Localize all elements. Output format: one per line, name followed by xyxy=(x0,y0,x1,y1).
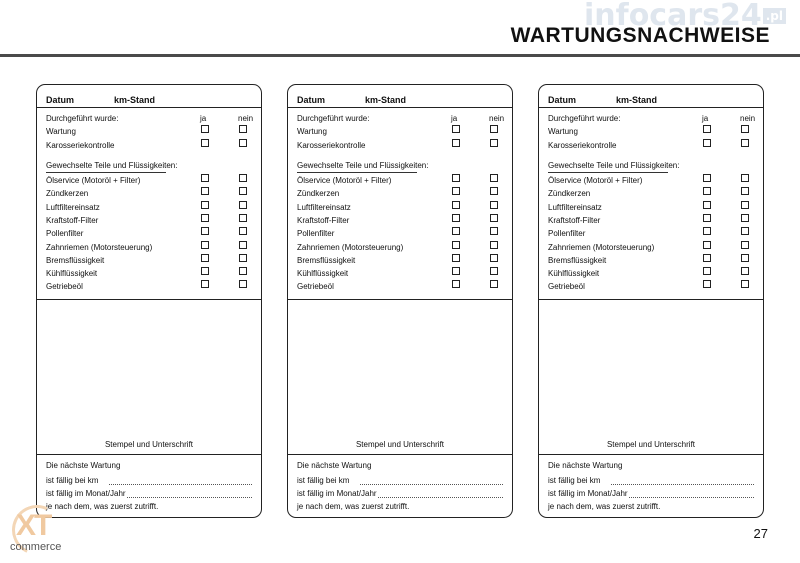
nein-label: nein xyxy=(238,114,254,123)
performed-label: Durchgeführt wurde: xyxy=(548,114,621,123)
check-row xyxy=(297,227,503,240)
stamp-area xyxy=(288,299,512,455)
check-row-label: Zahnriemen (Motorsteuerung) xyxy=(297,242,404,252)
nein-checkbox[interactable] xyxy=(741,201,749,209)
nein-checkbox[interactable] xyxy=(490,174,498,182)
check-row-label: Getriebeöl xyxy=(46,282,83,292)
check-row xyxy=(297,267,503,280)
card-header xyxy=(539,85,763,108)
check-row xyxy=(297,214,503,227)
whichever-first-note: je nach dem, was zuerst zutrifft. xyxy=(46,502,159,511)
check-row xyxy=(46,125,252,138)
check-row xyxy=(46,227,252,240)
ja-checkbox[interactable] xyxy=(703,139,711,147)
due-km-label: ist fällig bei km xyxy=(297,476,350,485)
check-row-label: Karosseriekontrolle xyxy=(548,141,617,150)
due-month-label: ist fällig im Monat/Jahr xyxy=(297,489,377,498)
nein-checkbox[interactable] xyxy=(239,241,247,249)
check-row-label: Zündkerzen xyxy=(297,189,340,199)
title-rule xyxy=(0,54,800,57)
ja-checkbox[interactable] xyxy=(201,254,209,262)
parts-header xyxy=(548,159,754,172)
nein-checkbox[interactable] xyxy=(239,267,247,275)
ja-checkbox[interactable] xyxy=(452,214,460,222)
maintenance-card xyxy=(287,84,513,518)
check-row xyxy=(297,139,503,152)
parts-header xyxy=(46,159,252,172)
check-row-label: Wartung xyxy=(297,127,327,136)
ja-checkbox[interactable] xyxy=(703,280,711,288)
check-row-label: Luftfiltereinsatz xyxy=(548,202,602,212)
check-row-label: Kühlflüssigkeit xyxy=(548,269,600,279)
nein-checkbox[interactable] xyxy=(239,125,247,133)
nein-checkbox[interactable] xyxy=(741,254,749,262)
due-month-label: ist fällig im Monat/Jahr xyxy=(46,489,126,498)
nein-checkbox[interactable] xyxy=(490,187,498,195)
check-row-label: Bremsflüssigkeit xyxy=(46,255,105,265)
nein-checkbox[interactable] xyxy=(239,187,247,195)
performed-row xyxy=(297,112,503,125)
check-row-label: Kraftstoff-Filter xyxy=(548,215,601,225)
next-service-title: Die nächste Wartung xyxy=(46,461,121,470)
ja-checkbox[interactable] xyxy=(201,241,209,249)
ja-checkbox[interactable] xyxy=(201,187,209,195)
check-row-label: Getriebeöl xyxy=(297,282,334,292)
datum-label: Datum xyxy=(46,95,75,105)
check-row-label: Bremsflüssigkeit xyxy=(297,255,356,265)
ja-checkbox[interactable] xyxy=(452,174,460,182)
km-stand-label: km-Stand xyxy=(616,95,658,105)
ja-checkbox[interactable] xyxy=(703,254,711,262)
ja-checkbox[interactable] xyxy=(201,125,209,133)
performed-label: Durchgeführt wurde: xyxy=(297,114,370,123)
check-row xyxy=(46,201,252,214)
stamp-label: Stempel und Unterschrift xyxy=(355,440,445,449)
check-row xyxy=(297,187,503,200)
ja-checkbox[interactable] xyxy=(703,174,711,182)
nein-checkbox[interactable] xyxy=(239,254,247,262)
ja-checkbox[interactable] xyxy=(452,280,460,288)
check-row-label: Kraftstoff-Filter xyxy=(46,215,99,225)
check-row-label: Pollenfilter xyxy=(297,229,335,239)
stamp-label: Stempel und Unterschrift xyxy=(104,440,194,449)
check-row xyxy=(46,254,252,267)
check-row xyxy=(46,241,252,254)
next-service-title: Die nächste Wartung xyxy=(548,461,623,470)
ja-checkbox[interactable] xyxy=(452,187,460,195)
check-row xyxy=(297,241,503,254)
due-km-field[interactable] xyxy=(360,484,503,485)
km-stand-label: km-Stand xyxy=(114,95,156,105)
check-row-label: Ölservice (Motoröl + Filter) xyxy=(46,176,141,185)
check-row xyxy=(297,280,503,293)
check-row-label: Luftfiltereinsatz xyxy=(297,202,351,212)
nein-checkbox[interactable] xyxy=(741,227,749,235)
maintenance-card xyxy=(538,84,764,518)
datum-label: Datum xyxy=(548,95,577,105)
logo-mark: XT xyxy=(16,509,51,542)
nein-checkbox[interactable] xyxy=(490,267,498,275)
parts-header xyxy=(297,159,503,172)
ja-checkbox[interactable] xyxy=(201,267,209,275)
check-row xyxy=(46,267,252,280)
performed-label: Durchgeführt wurde: xyxy=(46,114,119,123)
check-row xyxy=(297,174,503,187)
ja-checkbox[interactable] xyxy=(201,280,209,288)
nein-checkbox[interactable] xyxy=(490,201,498,209)
nein-checkbox[interactable] xyxy=(490,280,498,288)
nein-checkbox[interactable] xyxy=(239,201,247,209)
maintenance-card xyxy=(36,84,262,518)
due-km-label: ist fällig bei km xyxy=(46,476,99,485)
next-service-title: Die nächste Wartung xyxy=(297,461,372,470)
check-row xyxy=(548,227,754,240)
km-stand-label: km-Stand xyxy=(365,95,407,105)
check-row xyxy=(297,125,503,138)
watermark: infocars24 .pl xyxy=(584,0,786,33)
due-km-field[interactable] xyxy=(611,484,754,485)
card-header xyxy=(288,85,512,108)
ja-checkbox[interactable] xyxy=(703,214,711,222)
check-row-label: Karosseriekontrolle xyxy=(297,141,366,150)
check-row xyxy=(548,267,754,280)
ja-label: ja xyxy=(200,114,207,123)
nein-checkbox[interactable] xyxy=(239,139,247,147)
check-row-label: Zahnriemen (Motorsteuerung) xyxy=(548,242,655,252)
stamp-label: Stempel und Unterschrift xyxy=(606,440,696,449)
check-row xyxy=(46,139,252,152)
ja-checkbox[interactable] xyxy=(201,214,209,222)
whichever-first-note: je nach dem, was zuerst zutrifft. xyxy=(297,502,410,511)
nein-checkbox[interactable] xyxy=(741,280,749,288)
nein-checkbox[interactable] xyxy=(741,267,749,275)
parts-underline xyxy=(297,172,417,173)
stamp-area xyxy=(37,299,261,455)
check-row xyxy=(297,201,503,214)
page-number: 27 xyxy=(753,526,768,541)
parts-header-label: Gewechselte Teile und Flüssigkeiten: xyxy=(297,161,429,170)
due-km-field[interactable] xyxy=(109,484,252,485)
ja-checkbox[interactable] xyxy=(703,125,711,133)
check-row-label: Karosseriekontrolle xyxy=(46,141,115,150)
check-row-label: Kraftstoff-Filter xyxy=(297,215,350,225)
check-row-label: Wartung xyxy=(548,127,578,136)
xt-commerce-logo xyxy=(6,505,72,561)
nein-checkbox[interactable] xyxy=(490,139,498,147)
nein-checkbox[interactable] xyxy=(239,214,247,222)
due-month-field[interactable] xyxy=(127,497,252,498)
nein-checkbox[interactable] xyxy=(741,241,749,249)
ja-checkbox[interactable] xyxy=(201,139,209,147)
whichever-first-note: je nach dem, was zuerst zutrifft. xyxy=(548,502,661,511)
check-row-label: Pollenfilter xyxy=(46,229,84,239)
check-row xyxy=(548,174,754,187)
due-month-label: ist fällig im Monat/Jahr xyxy=(548,489,628,498)
check-row-label: Luftfiltereinsatz xyxy=(46,202,100,212)
nein-checkbox[interactable] xyxy=(741,139,749,147)
due-km-label: ist fällig bei km xyxy=(548,476,601,485)
nein-checkbox[interactable] xyxy=(490,227,498,235)
nein-checkbox[interactable] xyxy=(490,241,498,249)
nein-checkbox[interactable] xyxy=(239,227,247,235)
check-row-label: Bremsflüssigkeit xyxy=(548,255,607,265)
ja-checkbox[interactable] xyxy=(703,187,711,195)
check-row-label: Zündkerzen xyxy=(46,189,89,199)
check-row-label: Kühlflüssigkeit xyxy=(297,269,349,279)
parts-header-label: Gewechselte Teile und Flüssigkeiten: xyxy=(548,161,680,170)
check-row xyxy=(548,139,754,152)
check-row-label: Wartung xyxy=(46,127,76,136)
card-header xyxy=(37,85,261,108)
parts-underline xyxy=(548,172,668,173)
nein-label: nein xyxy=(740,114,756,123)
nein-checkbox[interactable] xyxy=(741,214,749,222)
ja-checkbox[interactable] xyxy=(703,241,711,249)
ja-checkbox[interactable] xyxy=(452,254,460,262)
check-row xyxy=(46,280,252,293)
ja-checkbox[interactable] xyxy=(201,201,209,209)
nein-checkbox[interactable] xyxy=(490,214,498,222)
nein-checkbox[interactable] xyxy=(239,280,247,288)
due-month-field[interactable] xyxy=(378,497,503,498)
ja-checkbox[interactable] xyxy=(452,227,460,235)
check-row xyxy=(297,254,503,267)
logo-text: commerce xyxy=(10,541,62,553)
check-row xyxy=(548,187,754,200)
ja-checkbox[interactable] xyxy=(452,139,460,147)
ja-label: ja xyxy=(451,114,458,123)
check-row xyxy=(548,241,754,254)
ja-checkbox[interactable] xyxy=(703,227,711,235)
ja-checkbox[interactable] xyxy=(703,267,711,275)
check-row-label: Zahnriemen (Motorsteuerung) xyxy=(46,242,153,252)
check-row xyxy=(548,254,754,267)
ja-checkbox[interactable] xyxy=(703,201,711,209)
nein-checkbox[interactable] xyxy=(490,125,498,133)
check-row-label: Ölservice (Motoröl + Filter) xyxy=(297,176,392,185)
performed-row xyxy=(46,112,252,125)
parts-underline xyxy=(46,172,166,173)
check-row xyxy=(548,214,754,227)
nein-checkbox[interactable] xyxy=(741,125,749,133)
ja-checkbox[interactable] xyxy=(201,174,209,182)
nein-checkbox[interactable] xyxy=(741,187,749,195)
nein-checkbox[interactable] xyxy=(239,174,247,182)
page-title: WARTUNGSNACHWEISE xyxy=(510,24,770,47)
parts-header-label: Gewechselte Teile und Flüssigkeiten: xyxy=(46,161,178,170)
check-row xyxy=(548,280,754,293)
ja-checkbox[interactable] xyxy=(452,241,460,249)
performed-row xyxy=(548,112,754,125)
due-month-field[interactable] xyxy=(629,497,754,498)
datum-label: Datum xyxy=(297,95,326,105)
check-row-label: Ölservice (Motoröl + Filter) xyxy=(548,176,643,185)
nein-label: nein xyxy=(489,114,505,123)
ja-checkbox[interactable] xyxy=(201,227,209,235)
check-row-label: Pollenfilter xyxy=(548,229,586,239)
ja-checkbox[interactable] xyxy=(452,201,460,209)
ja-checkbox[interactable] xyxy=(452,125,460,133)
stamp-area xyxy=(539,299,763,455)
ja-checkbox[interactable] xyxy=(452,267,460,275)
ja-label: ja xyxy=(702,114,709,123)
check-row-label: Getriebeöl xyxy=(548,282,585,292)
check-row xyxy=(46,187,252,200)
check-row-label: Kühlflüssigkeit xyxy=(46,269,98,279)
check-row xyxy=(548,201,754,214)
nein-checkbox[interactable] xyxy=(490,254,498,262)
check-row xyxy=(548,125,754,138)
check-row xyxy=(46,214,252,227)
check-row-label: Zündkerzen xyxy=(548,189,591,199)
nein-checkbox[interactable] xyxy=(741,174,749,182)
check-row xyxy=(46,174,252,187)
